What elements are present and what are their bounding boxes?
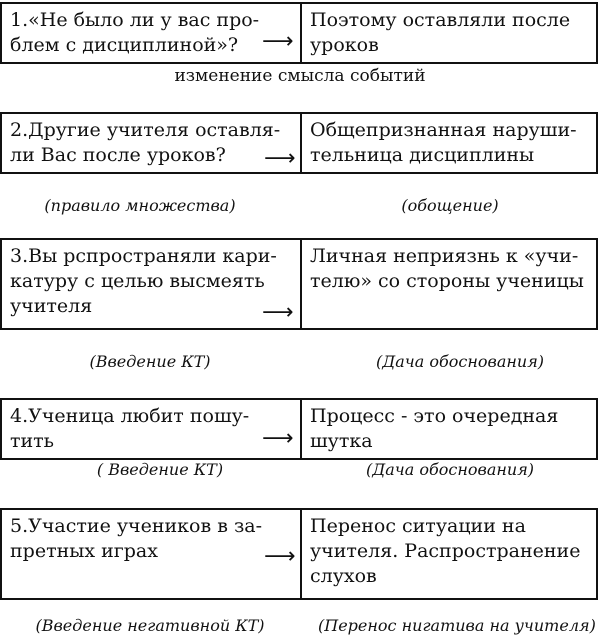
row-4-question-text: 4.Ученица любит пошу- тить — [10, 405, 250, 452]
row-2-right-cell — [300, 112, 598, 174]
row-1-arrow-icon: ⟶ — [262, 29, 294, 54]
row-4-interpretation-text: Процесс - это очередная шутка — [310, 405, 559, 452]
row-3-arrow-icon: ⟶ — [262, 300, 294, 325]
row-4-right-caption: (Дача обоснования) — [365, 460, 535, 479]
row-4-arrow-icon: ⟶ — [262, 426, 294, 451]
row-5-interpretation-text: Перенос ситуации на учителя. Распространение слухов — [310, 515, 581, 587]
row-1-question-text: 1.«Не было ли у вас про- блем с дисциплиной»? — [10, 9, 260, 56]
row-3-left-caption: (Введение КТ) — [89, 352, 211, 371]
row-5-left-caption: (Введение негативной КТ) — [35, 616, 265, 635]
row-4-left-caption: ( Введение КТ) — [96, 460, 224, 479]
row-5-arrow-icon: ⟶ — [264, 544, 296, 569]
row-5-right-cell — [300, 508, 598, 600]
row-3-interpretation-text: Личная неприязнь к «учи- телю» со стороны ученицы — [310, 245, 584, 292]
row-3-right-caption: (Дача обоснования) — [375, 352, 545, 371]
row-4-right-cell — [300, 398, 598, 460]
row-3-right-cell — [300, 238, 598, 330]
row-1-right-cell — [300, 2, 598, 64]
row-1-left-cell — [0, 2, 302, 64]
row-1-interpretation-text: Поэтому оставляли после уроков — [310, 9, 571, 56]
row-4-left-cell — [0, 398, 302, 460]
row-2-question-text: 2.Другие учителя оставля- ли Вас после уроков? — [10, 119, 281, 166]
row-5-right-caption: (Перенос нигатива на учителя) — [318, 616, 596, 635]
row-5-left-cell — [0, 508, 302, 600]
row-2-right-caption: (обощение) — [401, 196, 499, 215]
row-3-question-text: 3.Вы рспространяли кари- катуру с целью высмеять учителя — [10, 245, 277, 317]
row-2-left-cell — [0, 112, 302, 174]
row-2-interpretation-text: Общепризнанная наруши- тельница дисциплины — [310, 119, 577, 166]
row-2-left-caption: (правило множества) — [44, 196, 236, 215]
row-2-arrow-icon: ⟶ — [264, 146, 296, 171]
row-1-caption: изменение смысла событий — [174, 66, 426, 86]
row-3-left-cell — [0, 238, 302, 330]
row-5-question-text: 5.Участие учеников в за- претных играх — [10, 515, 263, 562]
